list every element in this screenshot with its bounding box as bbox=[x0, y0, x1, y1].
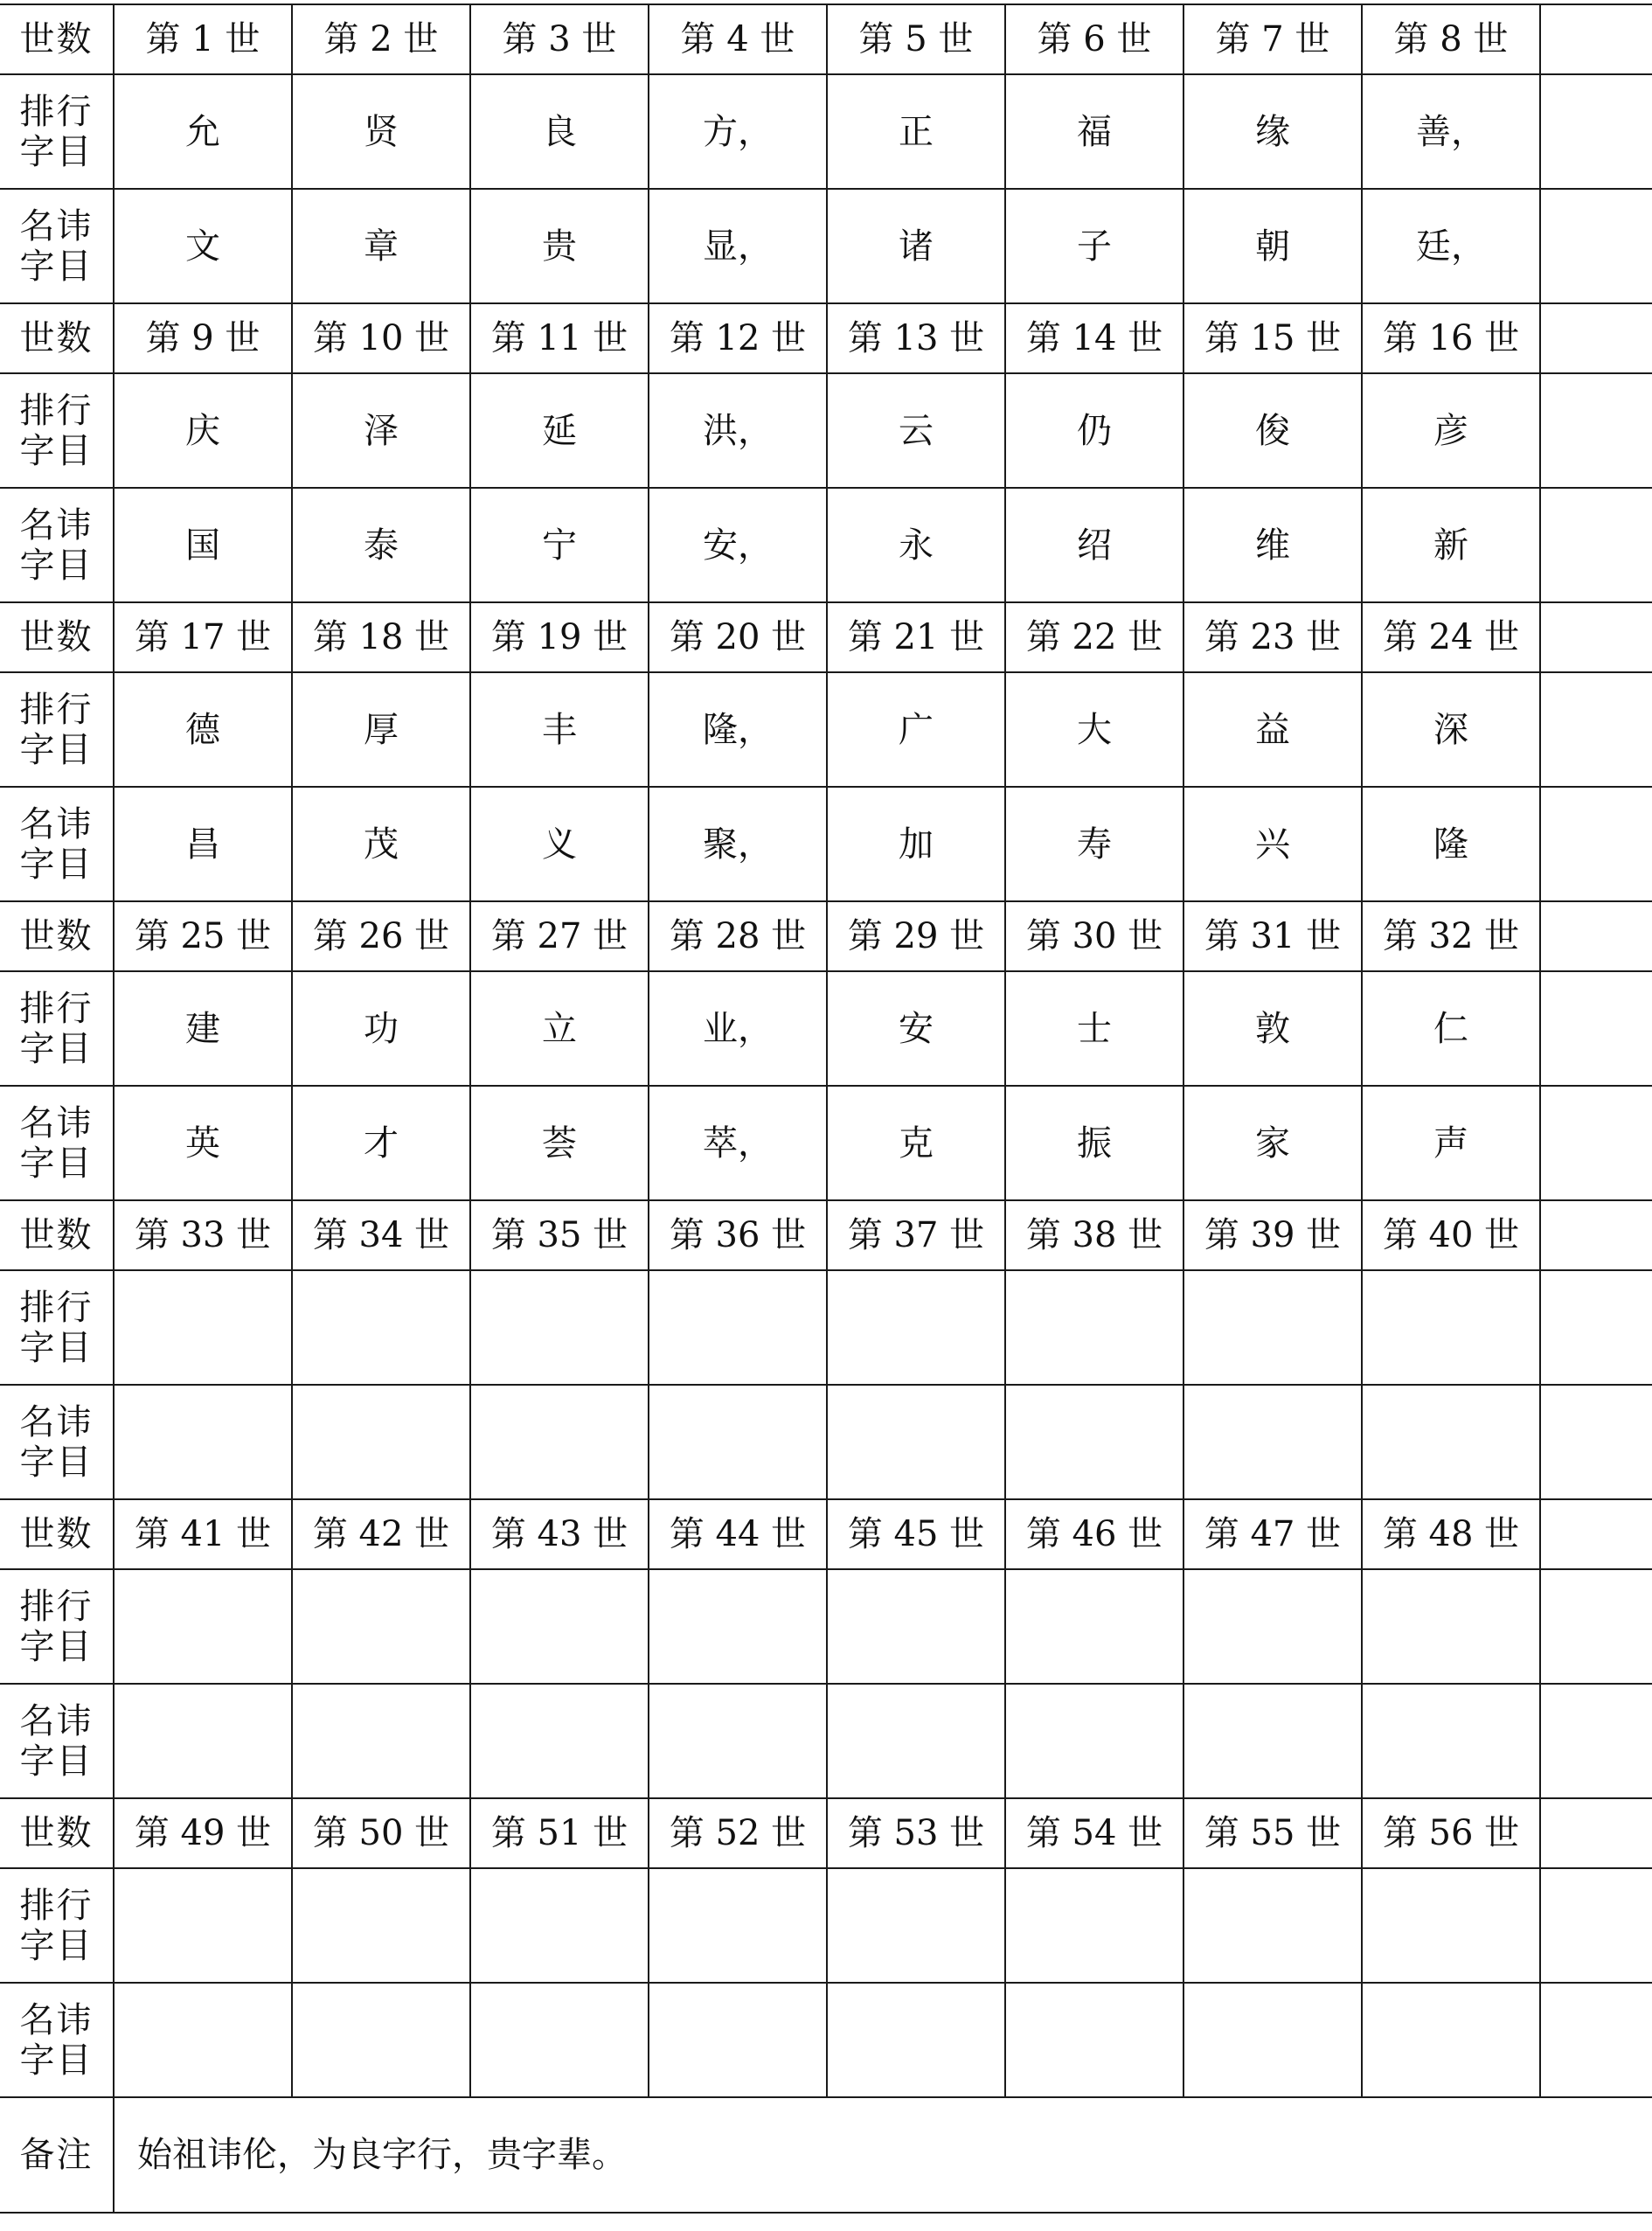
generation-row-label: 世数 bbox=[0, 1200, 114, 1270]
name-char-cell bbox=[470, 1385, 649, 1499]
generation-cell: 第 14 世 bbox=[1005, 303, 1183, 373]
name-char-cell bbox=[1362, 1983, 1540, 2097]
name-row bbox=[0, 488, 1652, 602]
generation-cell: 第 36 世 bbox=[649, 1200, 827, 1270]
rank-char-cell: 敦 bbox=[1183, 971, 1362, 1086]
rank-char-cell bbox=[827, 1569, 1005, 1684]
rank-char-cell: 缘 bbox=[1183, 74, 1362, 189]
rank-char-cell: 德 bbox=[114, 672, 292, 787]
generation-cell: 第 33 世 bbox=[114, 1200, 292, 1270]
rank-row-label: 排行 字目 bbox=[0, 74, 114, 189]
generation-row-label: 世数 bbox=[0, 303, 114, 373]
rank-char-cell: 士 bbox=[1005, 971, 1183, 1086]
rank-char-cell: 允 bbox=[114, 74, 292, 189]
rank-char-cell: 泽 bbox=[292, 373, 470, 488]
name-char-cell: 泰 bbox=[292, 488, 470, 602]
name-char-cell: 廷， bbox=[1362, 189, 1540, 303]
rank-char-cell: 深 bbox=[1362, 672, 1540, 787]
note-text: 始祖讳伦，为良字行，贵字辈。 bbox=[114, 2097, 1652, 2213]
name-char-cell: 文 bbox=[114, 189, 292, 303]
rank-char-cell: 延 bbox=[470, 373, 649, 488]
generation-cell: 第 41 世 bbox=[114, 1499, 292, 1569]
name-char-cell: 振 bbox=[1005, 1086, 1183, 1200]
rank-char-cell: 厚 bbox=[292, 672, 470, 787]
name-char-cell: 聚， bbox=[649, 787, 827, 901]
name-char-cell: 克 bbox=[827, 1086, 1005, 1200]
rank-char-cell: 正 bbox=[827, 74, 1005, 189]
generation-cell: 第 54 世 bbox=[1005, 1798, 1183, 1868]
rank-char-cell bbox=[1005, 1868, 1183, 1983]
rank-char-cell bbox=[292, 1868, 470, 1983]
rank-char-cell bbox=[114, 1569, 292, 1684]
generation-row bbox=[0, 901, 1652, 971]
rank-char-cell: 彦 bbox=[1362, 373, 1540, 488]
rank-char-cell bbox=[827, 1868, 1005, 1983]
generation-cell: 第 28 世 bbox=[649, 901, 827, 971]
rank-char-cell bbox=[1005, 1569, 1183, 1684]
rank-char-cell: 业， bbox=[649, 971, 827, 1086]
rank-char-cell bbox=[1005, 1270, 1183, 1385]
rank-row-label: 排行 字目 bbox=[0, 672, 114, 787]
generation-cell: 第 25 世 bbox=[114, 901, 292, 971]
extra-empty-cell bbox=[1540, 488, 1652, 602]
name-char-cell bbox=[649, 1983, 827, 2097]
name-char-cell: 荟 bbox=[470, 1086, 649, 1200]
extra-empty-cell bbox=[1540, 1200, 1652, 1270]
name-char-cell bbox=[827, 1983, 1005, 2097]
rank-char-cell bbox=[470, 1569, 649, 1684]
generation-cell: 第 48 世 bbox=[1362, 1499, 1540, 1569]
generation-cell: 第 10 世 bbox=[292, 303, 470, 373]
name-char-cell: 绍 bbox=[1005, 488, 1183, 602]
rank-char-cell: 益 bbox=[1183, 672, 1362, 787]
rank-char-cell bbox=[292, 1270, 470, 1385]
generation-cell: 第 55 世 bbox=[1183, 1798, 1362, 1868]
name-char-cell bbox=[1183, 1385, 1362, 1499]
name-char-cell: 朝 bbox=[1183, 189, 1362, 303]
rank-char-cell bbox=[1362, 1270, 1540, 1385]
generation-cell: 第 4 世 bbox=[649, 4, 827, 74]
name-char-cell: 茂 bbox=[292, 787, 470, 901]
generation-cell: 第 43 世 bbox=[470, 1499, 649, 1569]
extra-empty-cell bbox=[1540, 1385, 1652, 1499]
rank-row bbox=[0, 74, 1652, 189]
name-char-cell: 寿 bbox=[1005, 787, 1183, 901]
name-row-label: 名讳 字目 bbox=[0, 189, 114, 303]
name-char-cell: 才 bbox=[292, 1086, 470, 1200]
generation-row-label: 世数 bbox=[0, 901, 114, 971]
name-row-label: 名讳 字目 bbox=[0, 1385, 114, 1499]
rank-row bbox=[0, 672, 1652, 787]
rank-char-cell: 方， bbox=[649, 74, 827, 189]
rank-char-cell: 庆 bbox=[114, 373, 292, 488]
name-char-cell: 安， bbox=[649, 488, 827, 602]
rank-char-cell bbox=[470, 1270, 649, 1385]
rank-row bbox=[0, 1569, 1652, 1684]
generation-cell: 第 49 世 bbox=[114, 1798, 292, 1868]
generation-cell: 第 50 世 bbox=[292, 1798, 470, 1868]
rank-char-cell: 立 bbox=[470, 971, 649, 1086]
name-row bbox=[0, 1684, 1652, 1798]
name-char-cell: 国 bbox=[114, 488, 292, 602]
generation-cell: 第 16 世 bbox=[1362, 303, 1540, 373]
generation-row-label: 世数 bbox=[0, 4, 114, 74]
generation-cell: 第 12 世 bbox=[649, 303, 827, 373]
generation-cell: 第 24 世 bbox=[1362, 602, 1540, 672]
rank-char-cell: 广 bbox=[827, 672, 1005, 787]
generation-cell: 第 42 世 bbox=[292, 1499, 470, 1569]
extra-empty-cell bbox=[1540, 602, 1652, 672]
name-char-cell bbox=[1362, 1385, 1540, 1499]
generation-cell: 第 18 世 bbox=[292, 602, 470, 672]
name-char-cell: 昌 bbox=[114, 787, 292, 901]
name-char-cell bbox=[1005, 1385, 1183, 1499]
name-char-cell: 章 bbox=[292, 189, 470, 303]
name-char-cell: 英 bbox=[114, 1086, 292, 1200]
name-char-cell: 义 bbox=[470, 787, 649, 901]
rank-row-label: 排行 字目 bbox=[0, 1270, 114, 1385]
generation-cell: 第 17 世 bbox=[114, 602, 292, 672]
rank-char-cell: 贤 bbox=[292, 74, 470, 189]
generation-row bbox=[0, 1200, 1652, 1270]
name-char-cell bbox=[649, 1385, 827, 1499]
genealogy-table bbox=[0, 3, 1652, 2214]
rank-char-cell bbox=[1183, 1569, 1362, 1684]
generation-cell: 第 6 世 bbox=[1005, 4, 1183, 74]
extra-empty-cell bbox=[1540, 1983, 1652, 2097]
rank-char-cell bbox=[1183, 1868, 1362, 1983]
generation-cell: 第 8 世 bbox=[1362, 4, 1540, 74]
generation-cell: 第 3 世 bbox=[470, 4, 649, 74]
name-char-cell bbox=[1183, 1684, 1362, 1798]
name-char-cell: 维 bbox=[1183, 488, 1362, 602]
extra-empty-cell bbox=[1540, 1270, 1652, 1385]
rank-char-cell: 良 bbox=[470, 74, 649, 189]
extra-empty-cell bbox=[1540, 373, 1652, 488]
generation-cell: 第 22 世 bbox=[1005, 602, 1183, 672]
note-row-label: 备注 bbox=[0, 2097, 114, 2213]
extra-empty-cell bbox=[1540, 303, 1652, 373]
name-char-cell bbox=[827, 1385, 1005, 1499]
name-char-cell bbox=[1183, 1983, 1362, 2097]
rank-row bbox=[0, 373, 1652, 488]
generation-cell: 第 31 世 bbox=[1183, 901, 1362, 971]
generation-cell: 第 45 世 bbox=[827, 1499, 1005, 1569]
rank-char-cell bbox=[1362, 1569, 1540, 1684]
generation-cell: 第 26 世 bbox=[292, 901, 470, 971]
extra-empty-cell bbox=[1540, 74, 1652, 189]
rank-char-cell: 仁 bbox=[1362, 971, 1540, 1086]
generation-cell: 第 15 世 bbox=[1183, 303, 1362, 373]
rank-char-cell bbox=[827, 1270, 1005, 1385]
name-char-cell: 子 bbox=[1005, 189, 1183, 303]
extra-empty-cell bbox=[1540, 672, 1652, 787]
generation-cell: 第 5 世 bbox=[827, 4, 1005, 74]
name-char-cell: 隆 bbox=[1362, 787, 1540, 901]
rank-char-cell: 俊 bbox=[1183, 373, 1362, 488]
rank-char-cell bbox=[292, 1569, 470, 1684]
rank-row-label: 排行 字目 bbox=[0, 1868, 114, 1983]
rank-char-cell: 善， bbox=[1362, 74, 1540, 189]
name-row-label: 名讳 字目 bbox=[0, 1684, 114, 1798]
name-row-label: 名讳 字目 bbox=[0, 1983, 114, 2097]
generation-cell: 第 1 世 bbox=[114, 4, 292, 74]
name-char-cell: 贵 bbox=[470, 189, 649, 303]
name-char-cell: 永 bbox=[827, 488, 1005, 602]
rank-char-cell bbox=[114, 1270, 292, 1385]
rank-row-label: 排行 字目 bbox=[0, 373, 114, 488]
name-row-label: 名讳 字目 bbox=[0, 787, 114, 901]
generation-row-label: 世数 bbox=[0, 1499, 114, 1569]
generation-cell: 第 20 世 bbox=[649, 602, 827, 672]
name-char-cell: 宁 bbox=[470, 488, 649, 602]
name-row bbox=[0, 1086, 1652, 1200]
rank-row-label: 排行 字目 bbox=[0, 1569, 114, 1684]
name-char-cell: 家 bbox=[1183, 1086, 1362, 1200]
name-row bbox=[0, 1385, 1652, 1499]
name-row bbox=[0, 1983, 1652, 2097]
name-char-cell: 诸 bbox=[827, 189, 1005, 303]
name-char-cell: 加 bbox=[827, 787, 1005, 901]
generation-cell: 第 35 世 bbox=[470, 1200, 649, 1270]
generation-row bbox=[0, 1798, 1652, 1868]
rank-char-cell: 大 bbox=[1005, 672, 1183, 787]
rank-row bbox=[0, 1270, 1652, 1385]
generation-cell: 第 7 世 bbox=[1183, 4, 1362, 74]
generation-cell: 第 19 世 bbox=[470, 602, 649, 672]
generation-row-label: 世数 bbox=[0, 1798, 114, 1868]
name-row bbox=[0, 189, 1652, 303]
name-char-cell: 萃， bbox=[649, 1086, 827, 1200]
generation-row bbox=[0, 602, 1652, 672]
generation-cell: 第 13 世 bbox=[827, 303, 1005, 373]
extra-empty-cell bbox=[1540, 1086, 1652, 1200]
name-char-cell bbox=[114, 1684, 292, 1798]
rank-char-cell: 隆， bbox=[649, 672, 827, 787]
generation-cell: 第 2 世 bbox=[292, 4, 470, 74]
name-char-cell bbox=[1005, 1983, 1183, 2097]
rank-char-cell: 福 bbox=[1005, 74, 1183, 189]
generation-cell: 第 44 世 bbox=[649, 1499, 827, 1569]
generation-cell: 第 52 世 bbox=[649, 1798, 827, 1868]
generation-cell: 第 40 世 bbox=[1362, 1200, 1540, 1270]
rank-char-cell: 仍 bbox=[1005, 373, 1183, 488]
generation-cell: 第 53 世 bbox=[827, 1798, 1005, 1868]
generation-cell: 第 23 世 bbox=[1183, 602, 1362, 672]
generation-cell: 第 11 世 bbox=[470, 303, 649, 373]
extra-empty-cell bbox=[1540, 1684, 1652, 1798]
rank-char-cell bbox=[649, 1270, 827, 1385]
rank-char-cell: 丰 bbox=[470, 672, 649, 787]
extra-empty-cell bbox=[1540, 189, 1652, 303]
extra-empty-cell bbox=[1540, 971, 1652, 1086]
rank-char-cell: 安 bbox=[827, 971, 1005, 1086]
table-body bbox=[0, 4, 1652, 2213]
generation-cell: 第 27 世 bbox=[470, 901, 649, 971]
extra-empty-cell bbox=[1540, 4, 1652, 74]
extra-empty-cell bbox=[1540, 1868, 1652, 1983]
generation-row bbox=[0, 1499, 1652, 1569]
generation-cell: 第 32 世 bbox=[1362, 901, 1540, 971]
name-row bbox=[0, 787, 1652, 901]
rank-char-cell: 功 bbox=[292, 971, 470, 1086]
generation-cell: 第 39 世 bbox=[1183, 1200, 1362, 1270]
generation-row bbox=[0, 303, 1652, 373]
rank-char-cell: 洪， bbox=[649, 373, 827, 488]
name-row-label: 名讳 字目 bbox=[0, 1086, 114, 1200]
extra-empty-cell bbox=[1540, 1569, 1652, 1684]
name-char-cell: 声 bbox=[1362, 1086, 1540, 1200]
generation-cell: 第 37 世 bbox=[827, 1200, 1005, 1270]
generation-cell: 第 47 世 bbox=[1183, 1499, 1362, 1569]
name-char-cell bbox=[292, 1385, 470, 1499]
name-char-cell bbox=[470, 1684, 649, 1798]
name-char-cell bbox=[114, 1385, 292, 1499]
rank-row bbox=[0, 971, 1652, 1086]
generation-row bbox=[0, 4, 1652, 74]
name-char-cell bbox=[470, 1983, 649, 2097]
extra-empty-cell bbox=[1540, 1499, 1652, 1569]
name-char-cell bbox=[292, 1684, 470, 1798]
note-row bbox=[0, 2097, 1652, 2213]
generation-cell: 第 34 世 bbox=[292, 1200, 470, 1270]
name-char-cell: 兴 bbox=[1183, 787, 1362, 901]
generation-cell: 第 30 世 bbox=[1005, 901, 1183, 971]
rank-char-cell bbox=[114, 1868, 292, 1983]
name-char-cell bbox=[114, 1983, 292, 2097]
rank-row-label: 排行 字目 bbox=[0, 971, 114, 1086]
generation-row-label: 世数 bbox=[0, 602, 114, 672]
name-char-cell: 显， bbox=[649, 189, 827, 303]
rank-char-cell bbox=[470, 1868, 649, 1983]
rank-row bbox=[0, 1868, 1652, 1983]
generation-cell: 第 46 世 bbox=[1005, 1499, 1183, 1569]
generation-cell: 第 51 世 bbox=[470, 1798, 649, 1868]
generation-cell: 第 29 世 bbox=[827, 901, 1005, 971]
name-char-cell bbox=[292, 1983, 470, 2097]
extra-empty-cell bbox=[1540, 1798, 1652, 1868]
extra-empty-cell bbox=[1540, 787, 1652, 901]
generation-cell: 第 9 世 bbox=[114, 303, 292, 373]
rank-char-cell bbox=[1183, 1270, 1362, 1385]
name-char-cell bbox=[827, 1684, 1005, 1798]
name-char-cell: 新 bbox=[1362, 488, 1540, 602]
name-row-label: 名讳 字目 bbox=[0, 488, 114, 602]
name-char-cell bbox=[1362, 1684, 1540, 1798]
rank-char-cell: 云 bbox=[827, 373, 1005, 488]
generation-cell: 第 21 世 bbox=[827, 602, 1005, 672]
rank-char-cell bbox=[649, 1868, 827, 1983]
rank-char-cell bbox=[1362, 1868, 1540, 1983]
generation-cell: 第 38 世 bbox=[1005, 1200, 1183, 1270]
name-char-cell bbox=[649, 1684, 827, 1798]
rank-char-cell bbox=[649, 1569, 827, 1684]
generation-cell: 第 56 世 bbox=[1362, 1798, 1540, 1868]
extra-empty-cell bbox=[1540, 901, 1652, 971]
rank-char-cell: 建 bbox=[114, 971, 292, 1086]
name-char-cell bbox=[1005, 1684, 1183, 1798]
